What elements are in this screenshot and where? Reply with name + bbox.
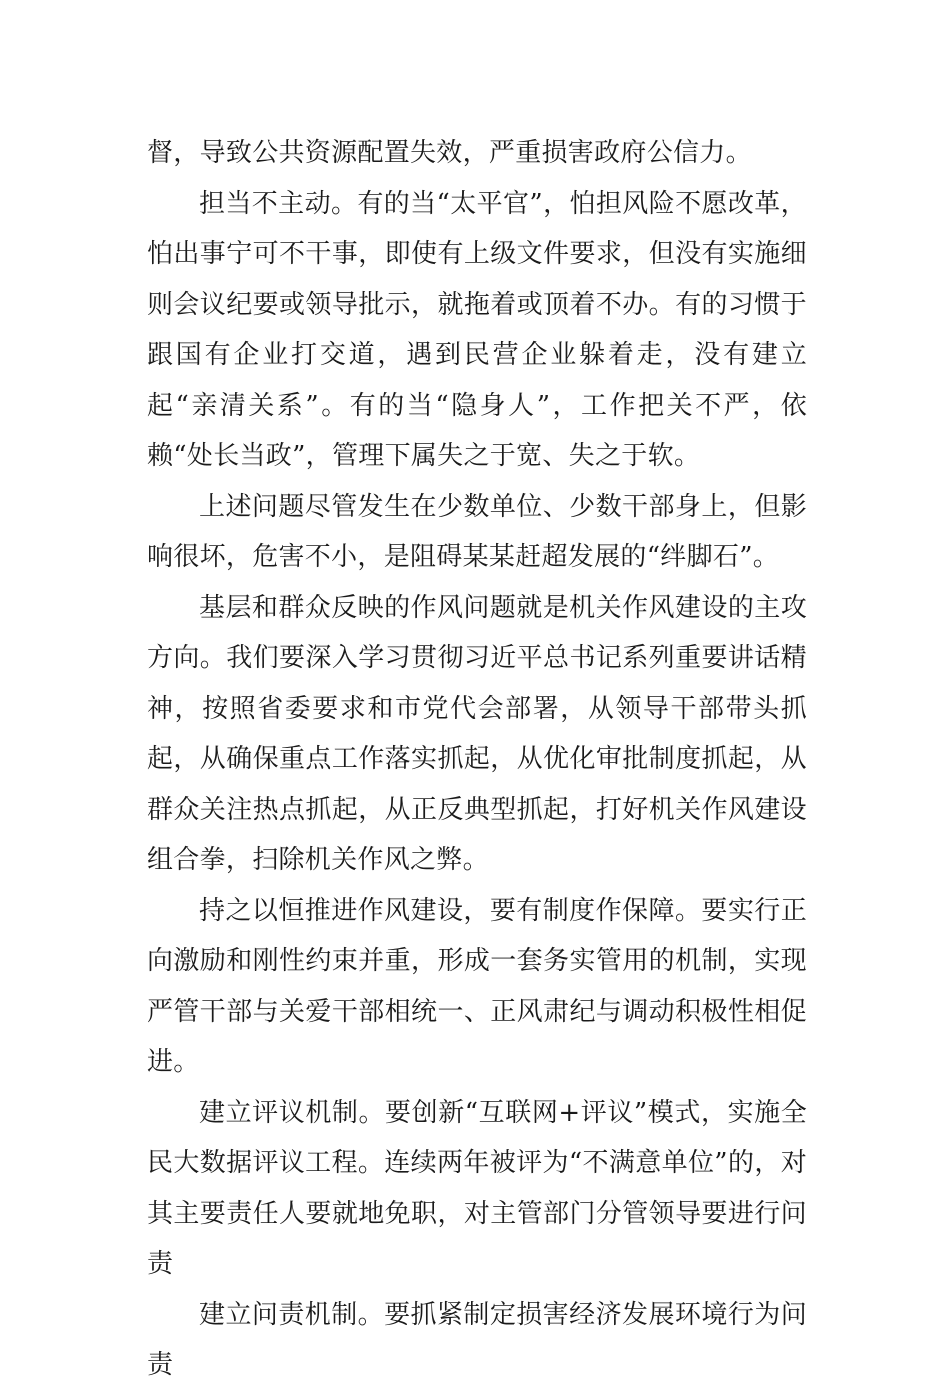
paragraph-5: 持之以恒推进作风建设，要有制度作保障。要实行正向激励和刚性约束并重，形成一套务实管用的机制，实现严管干部与关爱干部相统一、正风肃纪与调动积极性相促进。	[147, 895, 807, 1077]
paragraph-6: 建立评议机制。要创新“互联网+评议”模式，实施全民大数据评议工程。连续两年被评为“不满意单位”的，对其主要责任人要就地免职，对主管部门分管领导要进行问责	[147, 1097, 807, 1279]
paragraph-3: 上述问题尽管发生在少数单位、少数干部身上，但影响很坏，危害不小，是阻碍某某赶超发展的“绊脚石”。	[147, 491, 807, 572]
paragraph-4: 基层和群众反映的作风问题就是机关作风建设的主攻方向。我们要深入学习贯彻习近平总书记系列重要讲话精神，按照省委要求和市党代会部署，从领导干部带头抓起，从确保重点工作落实抓起，从优化审批制度抓起，从群众关注热点抓起，从正反典型抓起，打好机关作风建设组合拳，扫除机关作风之弊。	[147, 592, 807, 875]
document-page	[147, 128, 807, 1391]
paragraph-1: 督，导致公共资源配置失效，严重损害政府公信力。	[147, 138, 752, 168]
paragraph-2: 担当不主动。有的当“太平官”，怕担风险不愿改革，怕出事宁可不干事，即使有上级文件要求，但没有实施细则会议纪要或领导批示，就拖着或顶着不办。有的习惯于跟国有企业打交道，遇到民营企业躲着走，没有建立起“亲清关系”。有的当“隐身人”，工作把关不严，依赖“处长当政”，管理下属失之于宽、失之于软。	[147, 188, 807, 471]
paragraph-7: 建立问责机制。要抓紧制定损害经济发展环境行为问责	[147, 1299, 807, 1380]
